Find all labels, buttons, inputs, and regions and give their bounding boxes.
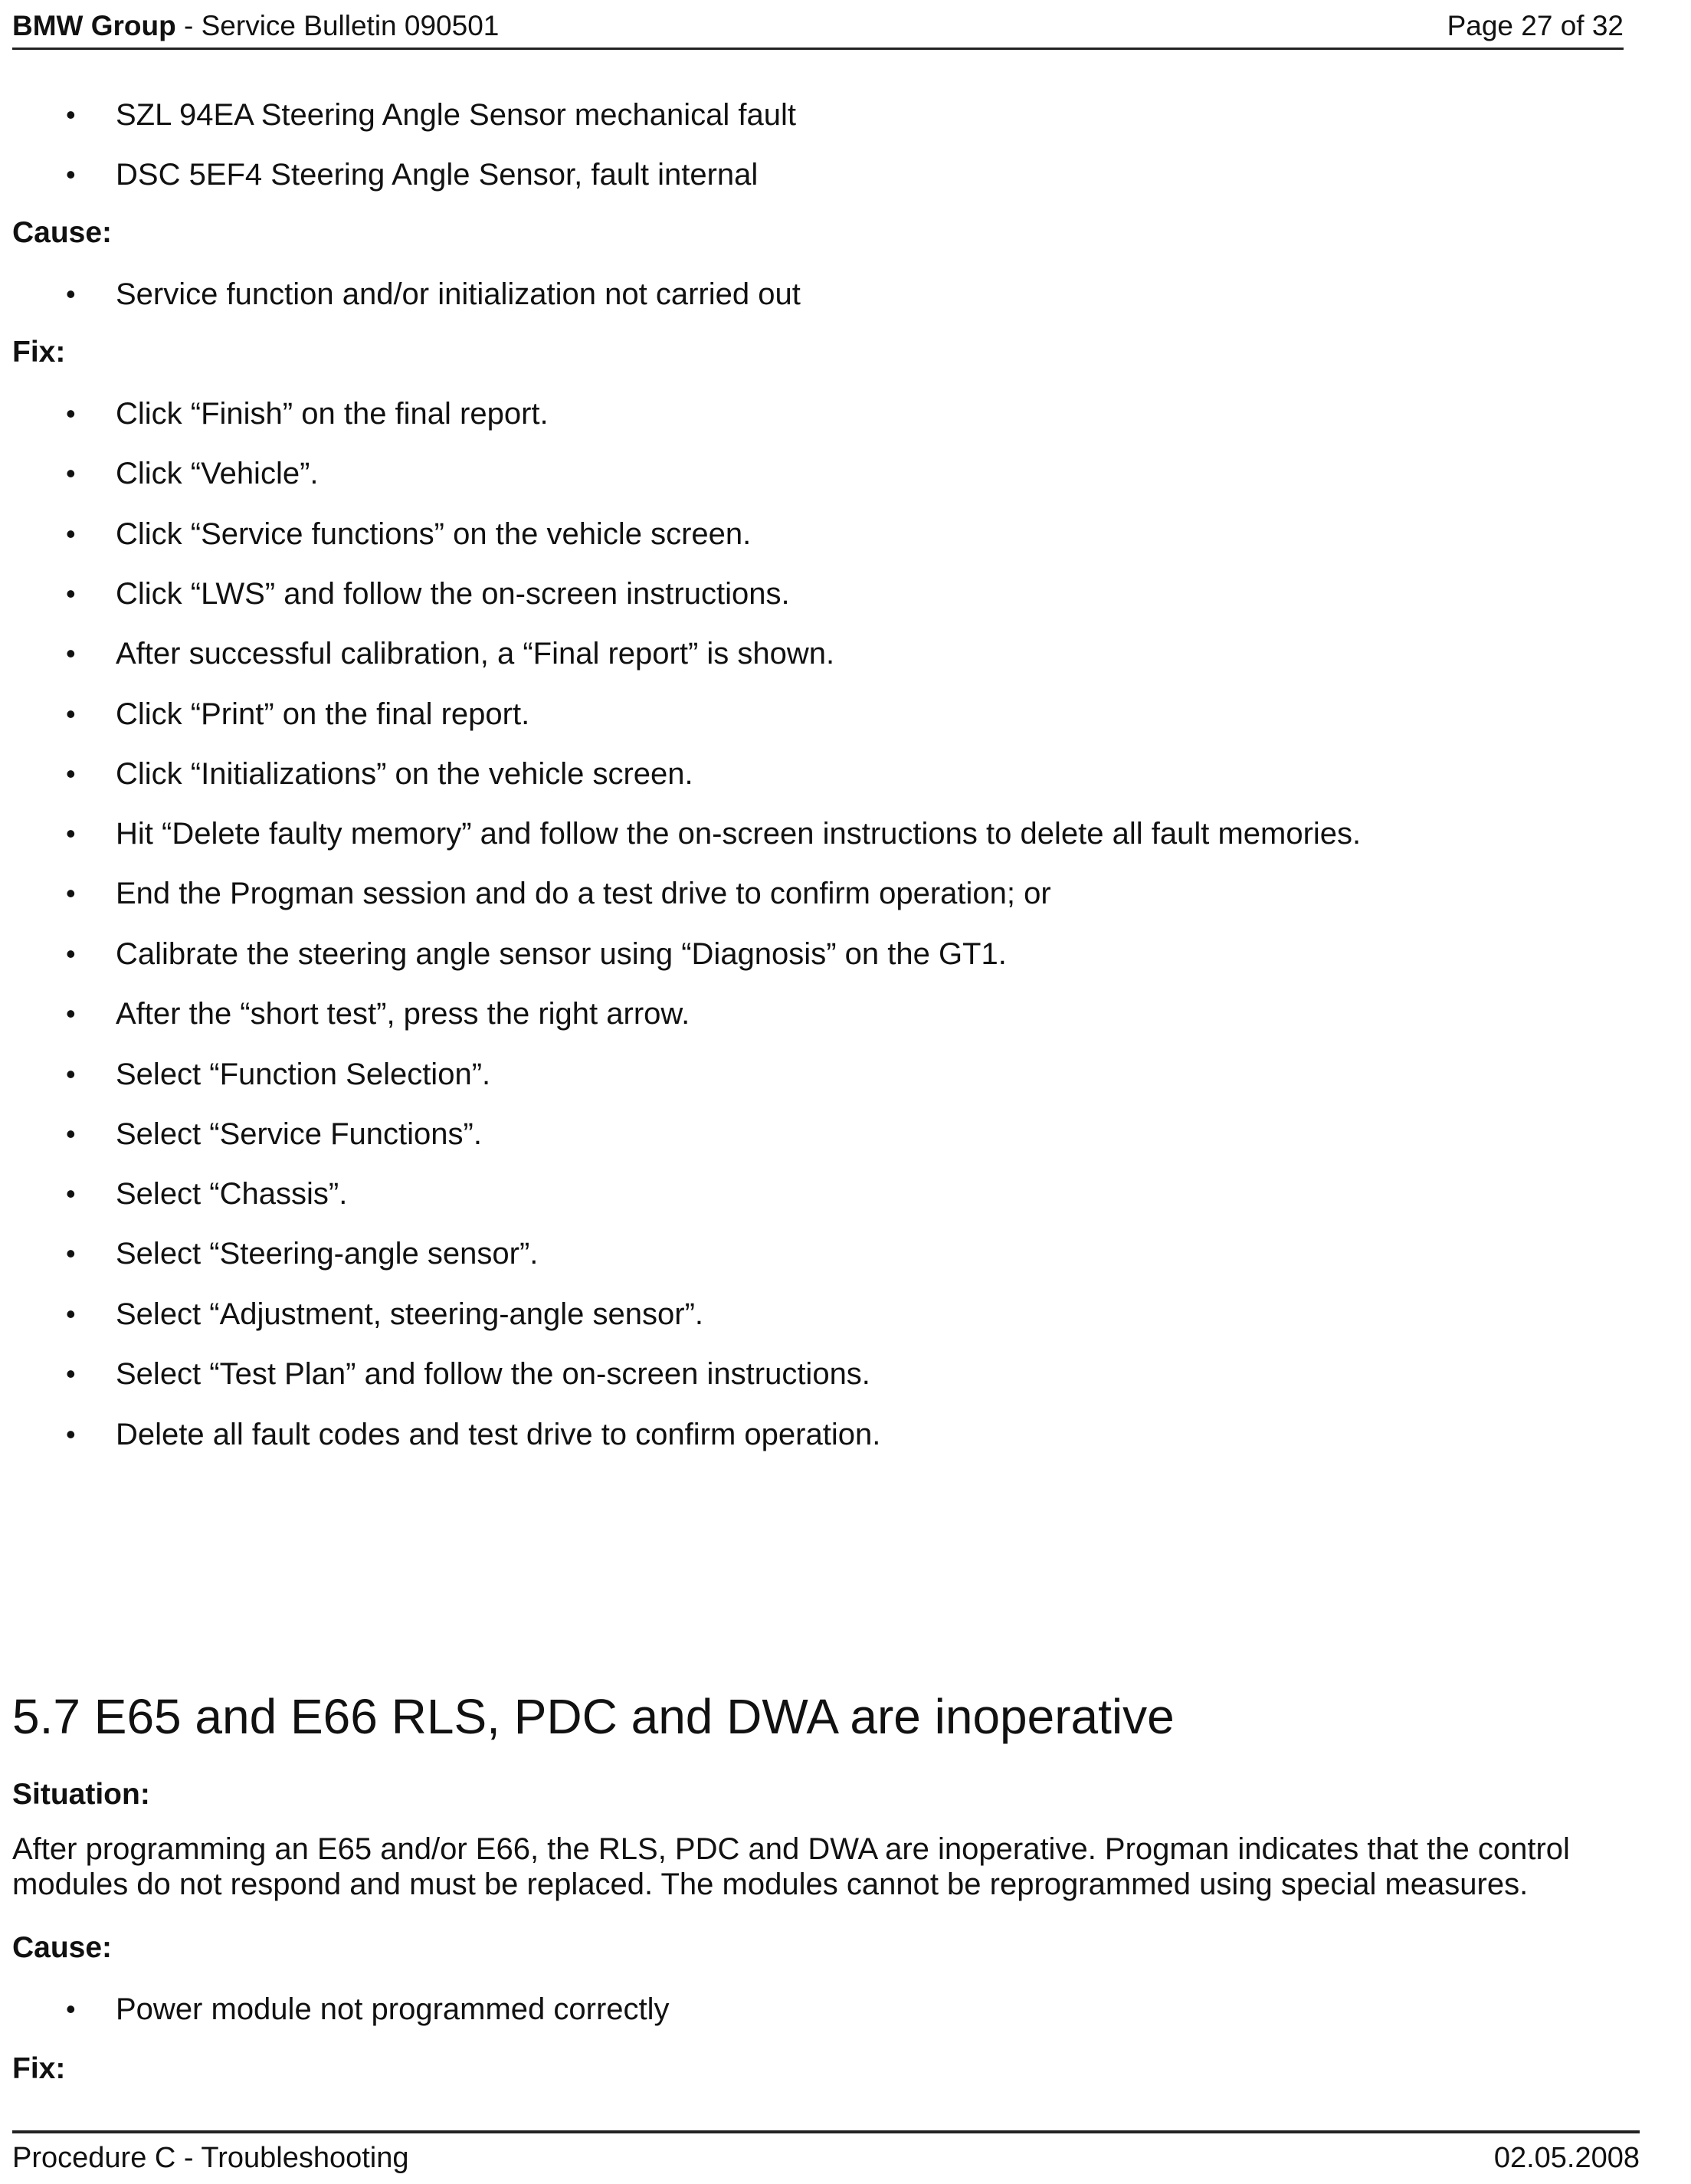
- list-item-text: Delete all fault codes and test drive to confirm operation.: [116, 1418, 881, 1451]
- list-item-text: Select “Function Selection”.: [116, 1058, 491, 1091]
- fix-label: Fix:: [12, 336, 66, 369]
- list-item-text: Click “Finish” on the final report.: [116, 397, 549, 431]
- list-item-text: Click “Print” on the final report.: [116, 697, 530, 731]
- list-item-text: Select “Steering-angle sensor”.: [116, 1237, 539, 1271]
- bullet-icon: •: [66, 99, 76, 130]
- list-item-text: Click “Initializations” on the vehicle screen.: [116, 757, 693, 791]
- cause-label: Cause:: [12, 216, 113, 249]
- list-item-text: Hit “Delete faulty memory” and follow the on-screen instructions to delete all fault memories.: [116, 817, 1362, 851]
- footer-procedure: Procedure C - Troubleshooting: [12, 2142, 409, 2174]
- list-item-text: After the “short test”, press the right arrow.: [116, 997, 690, 1031]
- bullet-icon: •: [66, 1178, 76, 1209]
- bullet-icon: •: [66, 398, 76, 429]
- situation-paragraph: After programming an E65 and/or E66, the RLS, PDC and DWA are inoperative. Progman indicates that the control modules do not respond and must be replaced. The modules cannot be reprogrammed using special measures.: [12, 1832, 1570, 1901]
- bullet-icon: •: [66, 998, 76, 1029]
- bullet-icon: •: [66, 877, 76, 909]
- bullet-icon: •: [66, 159, 76, 190]
- bullet-icon: •: [66, 758, 76, 789]
- list-item-text: Select “Adjustment, steering-angle sensor”.: [116, 1297, 704, 1331]
- page-number: Page 27 of 32: [1447, 10, 1624, 41]
- list-item-text: Calibrate the steering angle sensor using “Diagnosis” on the GT1.: [116, 937, 1007, 971]
- list-item-text: Click “Service functions” on the vehicle screen.: [116, 517, 752, 551]
- header-title: [12, 11, 499, 41]
- bullet-icon: •: [66, 1058, 76, 1090]
- list-item-text: Click “LWS” and follow the on-screen instructions.: [116, 577, 790, 611]
- header-brand: BMW Group: [12, 10, 176, 41]
- bullet-icon: •: [66, 818, 76, 849]
- list-item-text: SZL 94EA Steering Angle Sensor mechanical fault: [116, 98, 796, 132]
- bullet-icon: •: [66, 278, 76, 310]
- bullet-icon: •: [66, 518, 76, 549]
- fix-label: Fix:: [12, 2052, 66, 2085]
- page-footer: [12, 2130, 1640, 2179]
- section-heading: 5.7 E65 and E66 RLS, PDC and DWA are inoperative: [12, 1689, 1175, 1744]
- bullet-icon: •: [66, 457, 76, 489]
- list-item-text: Select “Test Plan” and follow the on-screen instructions.: [116, 1357, 870, 1391]
- list-item-text: Power module not programmed correctly: [116, 1992, 670, 2026]
- list-item-text: Select “Service Functions”.: [116, 1117, 482, 1151]
- bullet-icon: •: [66, 638, 76, 669]
- header-bulletin: - Service Bulletin 090501: [175, 10, 500, 41]
- bullet-icon: •: [66, 1238, 76, 1269]
- cause-label: Cause:: [12, 1931, 113, 1964]
- bullet-icon: •: [66, 1418, 76, 1450]
- page-header: [12, 5, 1624, 50]
- list-item-text: Click “Vehicle”.: [116, 457, 319, 490]
- list-item-text: Select “Chassis”.: [116, 1177, 348, 1211]
- list-item-text: Service function and/or initialization not carried out: [116, 277, 801, 311]
- footer-date: 02.05.2008: [1493, 2142, 1640, 2174]
- list-item-text: After successful calibration, a “Final report” is shown.: [116, 637, 835, 671]
- bullet-icon: •: [66, 1298, 76, 1330]
- list-item-text: DSC 5EF4 Steering Angle Sensor, fault internal: [116, 158, 759, 192]
- bullet-icon: •: [66, 698, 76, 730]
- bullet-icon: •: [66, 1358, 76, 1389]
- bullet-icon: •: [66, 938, 76, 969]
- situation-label: Situation:: [12, 1778, 150, 1811]
- bullet-icon: •: [66, 1993, 76, 2025]
- list-item-text: End the Progman session and do a test drive to confirm operation; or: [116, 877, 1051, 910]
- bullet-icon: •: [66, 578, 76, 609]
- bullet-icon: •: [66, 1118, 76, 1149]
